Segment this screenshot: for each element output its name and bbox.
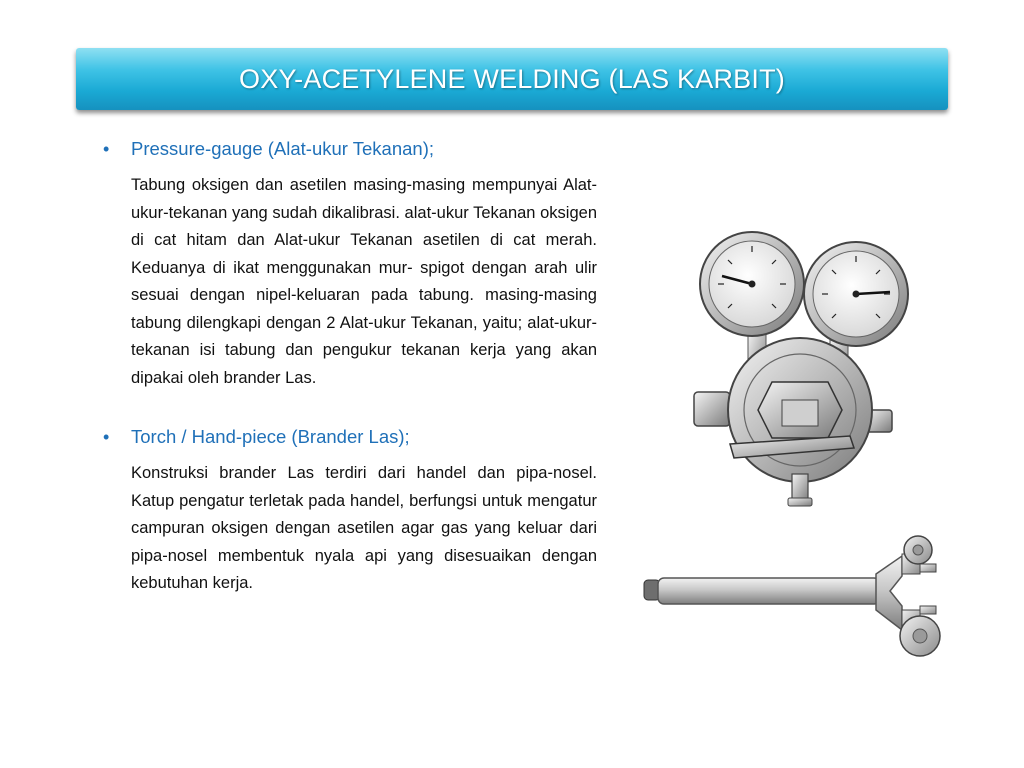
section-body: Tabung oksigen dan asetilen masing-masing mempunyai Alat-ukur-tekanan yang sudah dikalibrasi. alat-ukur Tekanan oksigen di cat hitam dan Alat-ukur Tekanan asetilen di cat merah. Keduanya di ikat menggunakan mur- spigot dengan arah ulir sesuai dengan nipel-keluaran pada tabung. masing-masing tabung dilengkapi dengan 2 Alat-ukur Tekanan, yaitu; alat-ukur-tekanan isi tabung dan pengukur tekanan kerja yang akan dipakai oleh brander Las. <box>131 176 597 387</box>
bullet-icon: • <box>103 139 110 159</box>
bullet-row <box>103 138 597 160</box>
section-pressure-gauge <box>103 138 597 392</box>
section-body: Konstruksi brander Las terdiri dari handel dan pipa-nosel. Katup pengatur terletak pada handel, berfungsi untuk mengatur campuran oksigen dengan asetilen agar gas yang keluar dari pipa-nosel membentuk nyala api yang disesuaikan dengan kebutuhan kerja. <box>131 464 597 592</box>
pressure-regulator-illustration <box>690 222 930 508</box>
bullet-row <box>103 426 597 448</box>
slide-title: OXY-ACETYLENE WELDING (LAS KARBIT) <box>239 63 785 94</box>
bullet-icon: • <box>103 427 110 447</box>
welding-torch-illustration <box>640 534 944 666</box>
title-bar <box>76 48 948 110</box>
section-torch <box>103 426 597 598</box>
section-heading: Torch / Hand-piece (Brander Las); <box>131 426 410 447</box>
section-heading: Pressure-gauge (Alat-ukur Tekanan); <box>131 138 435 159</box>
content-area <box>103 138 597 598</box>
